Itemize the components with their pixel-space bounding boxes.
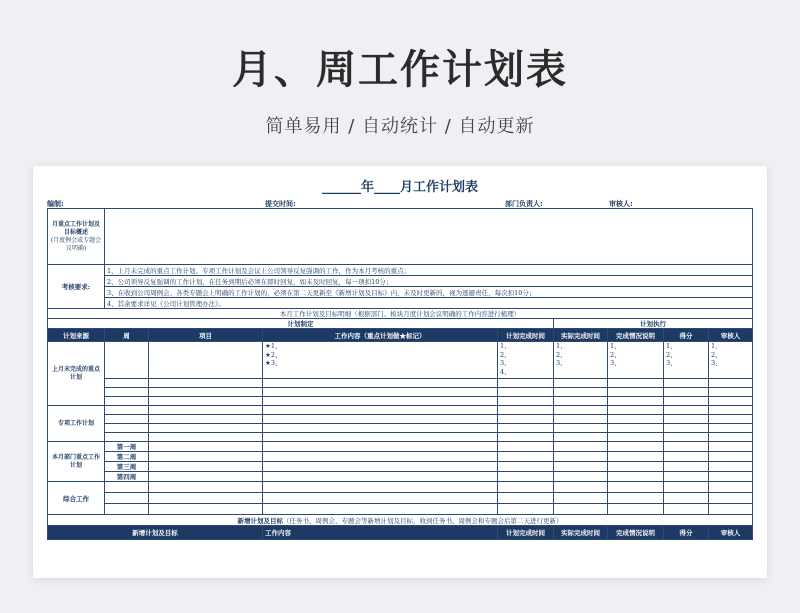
- table-cell[interactable]: [664, 433, 709, 442]
- table-cell[interactable]: [709, 379, 753, 388]
- table-cell[interactable]: [149, 424, 263, 433]
- page-title: 月、周工作计划表: [232, 47, 568, 93]
- table-cell[interactable]: [664, 442, 709, 452]
- table-cell[interactable]: [554, 462, 608, 472]
- table-cell[interactable]: [709, 388, 753, 397]
- table-cell[interactable]: [263, 406, 498, 415]
- table-cell[interactable]: [149, 388, 263, 397]
- table-cell[interactable]: [498, 482, 554, 493]
- table-cell[interactable]: [149, 462, 263, 472]
- assessment-item-4: 4、其余要求详见《公司计划管理办法》。: [105, 298, 753, 309]
- table-cell[interactable]: [608, 415, 664, 424]
- table-cell[interactable]: [664, 452, 709, 462]
- table-row: [48, 342, 753, 379]
- table-cell[interactable]: [498, 424, 554, 433]
- footer-header-status: 完成情况说明: [608, 526, 664, 540]
- table-cell[interactable]: [149, 482, 263, 493]
- editor-label: 编制:: [47, 200, 64, 208]
- table-cell[interactable]: [554, 442, 608, 452]
- col-header-actual-time: 实际完成时间: [554, 329, 608, 342]
- table-cell[interactable]: [149, 415, 263, 424]
- col-header-source: 计划来源: [48, 329, 105, 342]
- plan-time-list[interactable]: 1、 2、 3、 4、: [498, 342, 554, 379]
- table-cell[interactable]: [105, 433, 149, 442]
- col-header-score: 得分: [664, 329, 709, 342]
- table-cell[interactable]: [149, 442, 263, 452]
- table-cell[interactable]: [608, 406, 664, 415]
- section-plan: 计划制定: [48, 319, 554, 329]
- table-cell[interactable]: [608, 482, 664, 493]
- table-cell[interactable]: [709, 442, 753, 452]
- table-row: [48, 462, 753, 472]
- table-cell[interactable]: [498, 388, 554, 397]
- plan-detail-note: 本月工作计划及目标明细（根据部门、板块月度计划会议明确的工作内容进行梳理）: [48, 309, 753, 319]
- table-cell[interactable]: [554, 482, 608, 493]
- table-cell[interactable]: [709, 504, 753, 515]
- worksheet: [33, 166, 767, 578]
- new-plan-note: 新增计划及目标（任务书、周例会、专题会等新增计划及目标，收到任务书、周例会和专题会后第二天进行更新）: [48, 515, 753, 526]
- table-cell[interactable]: [554, 433, 608, 442]
- table-cell[interactable]: [664, 504, 709, 515]
- table-cell[interactable]: [709, 462, 753, 472]
- table-cell[interactable]: [608, 433, 664, 442]
- table-cell[interactable]: [263, 379, 498, 388]
- table-cell[interactable]: [554, 406, 608, 415]
- table-row: [48, 397, 753, 406]
- table-cell[interactable]: [608, 504, 664, 515]
- table-row: [48, 424, 753, 433]
- col-header-content: 工作内容（重点计划做★标记）: [263, 329, 498, 342]
- footer-header-new-plan: 新增计划及目标: [48, 526, 263, 540]
- week-2: 第二周: [105, 452, 149, 462]
- assessment-row: [48, 265, 753, 276]
- table-cell[interactable]: [105, 342, 149, 379]
- table-cell[interactable]: [263, 482, 498, 493]
- table-row: [48, 504, 753, 515]
- table-cell[interactable]: [263, 433, 498, 442]
- col-header-plan-time: 计划完成时间: [498, 329, 554, 342]
- table-row: [48, 452, 753, 462]
- table-cell[interactable]: [664, 379, 709, 388]
- table-cell[interactable]: [105, 388, 149, 397]
- table-cell[interactable]: [498, 462, 554, 472]
- table-row: [48, 493, 753, 504]
- source-dept-key: 本月部门重点工作计划: [48, 442, 105, 482]
- reviewer-label: 审核人:: [609, 200, 633, 208]
- table-cell[interactable]: [263, 397, 498, 406]
- reviewer-list[interactable]: 1、 2、 3、: [709, 342, 753, 379]
- star-list[interactable]: ★1、 ★2、 ★3、: [263, 342, 498, 379]
- source-general: 综合工作: [48, 482, 105, 515]
- table-cell[interactable]: [498, 433, 554, 442]
- table-row: [48, 442, 753, 452]
- week-1: 第一周: [105, 442, 149, 452]
- table-cell[interactable]: [608, 462, 664, 472]
- table-cell[interactable]: [664, 406, 709, 415]
- table-cell[interactable]: [105, 415, 149, 424]
- table-cell[interactable]: [664, 415, 709, 424]
- footer-header-content: 工作内容: [263, 526, 498, 540]
- table-cell[interactable]: [554, 493, 608, 504]
- table-cell[interactable]: [554, 379, 608, 388]
- table-cell[interactable]: [263, 493, 498, 504]
- assessment-item-1: 1、上月未完成的重点工作计划、专项工作计划及会议上公司领导反复强调的工作，作为本月考核的重点；: [105, 265, 753, 276]
- table-cell[interactable]: [498, 415, 554, 424]
- col-header-reviewer: 审核人: [709, 329, 753, 342]
- table-header-row: [48, 329, 753, 342]
- table-cell[interactable]: [709, 433, 753, 442]
- table-cell[interactable]: [664, 482, 709, 493]
- table-cell[interactable]: [709, 397, 753, 406]
- table-cell[interactable]: [263, 415, 498, 424]
- overview-row: [48, 209, 753, 265]
- score-list[interactable]: 1、 2、 3、: [664, 342, 709, 379]
- week-3: 第三周: [105, 462, 149, 472]
- table-cell[interactable]: [664, 472, 709, 482]
- table-cell[interactable]: [664, 493, 709, 504]
- table-cell[interactable]: [709, 472, 753, 482]
- overview-content[interactable]: [105, 209, 753, 265]
- table-cell[interactable]: [498, 493, 554, 504]
- footer-header-row: [48, 526, 753, 540]
- table-cell[interactable]: [498, 397, 554, 406]
- table-cell[interactable]: [149, 452, 263, 462]
- table-cell[interactable]: [263, 442, 498, 452]
- table-row: [48, 433, 753, 442]
- table-cell[interactable]: [149, 397, 263, 406]
- table-cell[interactable]: [105, 493, 149, 504]
- table-cell[interactable]: [554, 415, 608, 424]
- table-cell[interactable]: [608, 388, 664, 397]
- table-cell[interactable]: [105, 504, 149, 515]
- table-cell[interactable]: [608, 493, 664, 504]
- col-header-status: 完成情况说明: [608, 329, 664, 342]
- table-row: [48, 482, 753, 493]
- table-cell[interactable]: [498, 472, 554, 482]
- status-list[interactable]: 1、 2、 3、: [608, 342, 664, 379]
- table-cell[interactable]: [554, 388, 608, 397]
- dept-head-label: 部门负责人:: [505, 200, 543, 208]
- table-cell[interactable]: [608, 424, 664, 433]
- table-cell[interactable]: [554, 504, 608, 515]
- table-cell[interactable]: [709, 415, 753, 424]
- page-subtitle: 简单易用 / 自动统计 / 自动更新: [265, 116, 535, 137]
- assessment-item-2: 2、公司领导反复强调的工作计划，在任务到期后必须在即时回复，如未及时回复，每一项扣10分；: [105, 276, 753, 287]
- table-cell[interactable]: [105, 397, 149, 406]
- actual-time-list[interactable]: 1、 2、 3、: [554, 342, 608, 379]
- col-header-project: 项目: [149, 329, 263, 342]
- table-cell[interactable]: [149, 379, 263, 388]
- table-cell[interactable]: [105, 482, 149, 493]
- table-cell[interactable]: [709, 482, 753, 493]
- table-cell[interactable]: [608, 442, 664, 452]
- section-exec: 计划执行: [554, 319, 753, 329]
- table-cell[interactable]: [608, 397, 664, 406]
- table-cell[interactable]: [709, 424, 753, 433]
- table-cell[interactable]: [608, 379, 664, 388]
- table-cell[interactable]: [263, 388, 498, 397]
- table-cell[interactable]: [554, 452, 608, 462]
- assessment-label: 考核要求:: [48, 265, 105, 309]
- table-cell[interactable]: [263, 504, 498, 515]
- submit-time-label: 提交时间:: [265, 200, 296, 208]
- table-cell[interactable]: [554, 424, 608, 433]
- table-row: [48, 388, 753, 397]
- table-row: [48, 406, 753, 415]
- table-cell[interactable]: [498, 452, 554, 462]
- assessment-item-3: 3、在收到公司周例会、各类专题会上明确的工作计划的，必须在第二天更新至《新增计划及目标》内，未及时更新的，视为逃避责任，每次扣10分；: [105, 287, 753, 298]
- overview-label-main: 月重点工作计划及目标概述: [51, 220, 100, 236]
- table-row: [48, 379, 753, 388]
- table-cell[interactable]: [263, 424, 498, 433]
- table-cell[interactable]: [709, 493, 753, 504]
- table-cell[interactable]: [664, 424, 709, 433]
- sheet-title: ______年____月工作计划表: [321, 180, 478, 195]
- table-cell[interactable]: [149, 472, 263, 482]
- table-cell[interactable]: [263, 462, 498, 472]
- table-cell[interactable]: [149, 433, 263, 442]
- footer-header-actual-time: 实际完成时间: [554, 526, 608, 540]
- table-cell[interactable]: [608, 452, 664, 462]
- table-cell[interactable]: [554, 472, 608, 482]
- table-cell[interactable]: [498, 406, 554, 415]
- table-cell[interactable]: [263, 472, 498, 482]
- footer-header-score: 得分: [664, 526, 709, 540]
- table-cell[interactable]: [498, 442, 554, 452]
- table-cell[interactable]: [664, 397, 709, 406]
- source-special: 专项工作计划: [48, 406, 105, 442]
- plan-table: [47, 208, 753, 540]
- table-cell[interactable]: [105, 424, 149, 433]
- table-row: [48, 472, 753, 482]
- table-cell[interactable]: [149, 406, 263, 415]
- table-cell[interactable]: [709, 406, 753, 415]
- table-cell[interactable]: [498, 504, 554, 515]
- table-cell[interactable]: [105, 379, 149, 388]
- table-cell[interactable]: [263, 452, 498, 462]
- table-cell[interactable]: [664, 462, 709, 472]
- footer-header-plan-time: 计划完成时间: [498, 526, 554, 540]
- col-header-week: 周: [105, 329, 149, 342]
- section-row: [48, 319, 753, 329]
- table-cell[interactable]: [709, 452, 753, 462]
- footer-header-reviewer: 审核人: [709, 526, 753, 540]
- overview-label: [48, 209, 105, 265]
- table-row: [48, 415, 753, 424]
- table-cell[interactable]: [554, 397, 608, 406]
- new-plan-note-row: [48, 515, 753, 526]
- table-cell[interactable]: [498, 379, 554, 388]
- table-cell[interactable]: [608, 472, 664, 482]
- overview-label-note: (月度例会或专题会议明确): [50, 236, 102, 252]
- week-4: 第四周: [105, 472, 149, 482]
- table-cell[interactable]: [664, 388, 709, 397]
- source-last-month: 上月未完成的重点计划: [48, 342, 105, 406]
- table-cell[interactable]: [105, 406, 149, 415]
- table-cell[interactable]: [149, 504, 263, 515]
- table-cell[interactable]: [149, 493, 263, 504]
- table-cell[interactable]: [149, 342, 263, 379]
